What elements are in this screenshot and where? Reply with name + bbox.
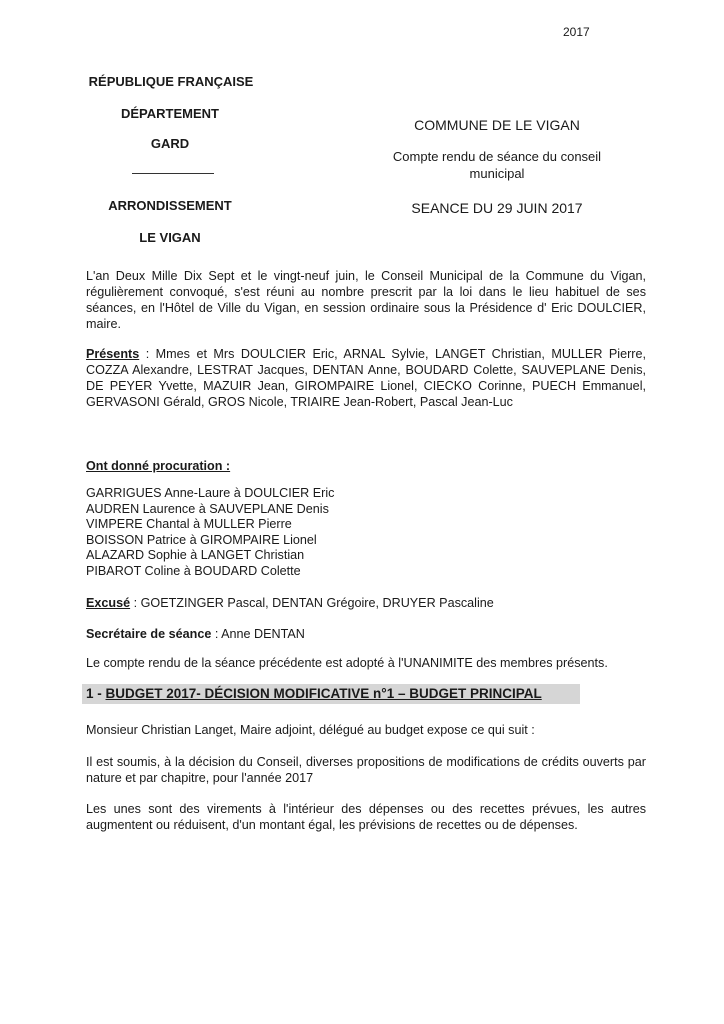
procuration-title: Ont donné procuration : bbox=[86, 459, 231, 473]
virements-paragraph: Les unes sont des virements à l'intérieur des dépenses ou des recettes prévues, les autres augmentent ou réduisent, d'un montant égal, les prévisions de recettes ou de dépenses. bbox=[86, 802, 646, 832]
procuration-item: VIMPERE Chantal à MULLER Pierre bbox=[86, 517, 292, 531]
procuration-item: ALAZARD Sophie à LANGET Christian bbox=[86, 548, 305, 562]
secretaire-name: : Anne DENTAN bbox=[211, 627, 305, 641]
secretaire-label: Secrétaire de séance bbox=[86, 627, 212, 641]
monsieur-paragraph: Monsieur Christian Langet, Maire adjoint, délégué au budget expose ce qui suit : bbox=[86, 723, 535, 737]
compte-rendu-adopte: Le compte rendu de la séance précédente est adopté à l'UNANIMITE des membres présents. bbox=[86, 656, 608, 670]
compte-rendu-subtitle: Compte rendu de séance du conseil municipal bbox=[392, 149, 602, 181]
procuration-list bbox=[86, 486, 334, 579]
arrondissement-label: ARRONDISSEMENT bbox=[108, 198, 232, 213]
procuration-item: PIBAROT Coline à BOUDARD Colette bbox=[86, 563, 301, 578]
commune-title: COMMUNE DE LE VIGAN bbox=[414, 117, 580, 133]
section-1-title: BUDGET 2017- DÉCISION MODIFICATIVE n°1 – BUDGET PRINCIPAL bbox=[105, 686, 542, 701]
excuse-list: : GOETZINGER Pascal, DENTAN Grégoire, DRUYER Pascaline bbox=[130, 596, 494, 610]
presents-label: Présents bbox=[86, 347, 140, 361]
procuration-item: AUDREN Laurence à SAUVEPLANE Denis bbox=[86, 501, 329, 516]
soumis-paragraph: Il est soumis, à la décision du Conseil, diverses propositions de modifications de crédits ouverts par nature et par chapitre, pour l'année 2017 bbox=[86, 755, 646, 785]
procuration-item: BOISSON Patrice à GIROMPAIRE Lionel bbox=[86, 532, 317, 547]
section-1-number: 1 - bbox=[86, 686, 106, 701]
gard-label: GARD bbox=[150, 136, 190, 151]
presents-list: : Mmes et Mrs DOULCIER Eric, ARNAL Sylvie, LANGET Christian, MULLER Pierre, COZZA Alexandre, LESTRAT Jacques, DENTAN Anne, BOUDARD Colette, SAUVEPLANE Denis, DE PEYER Yvette, MAZUIR Jean, GIROMPAIRE Lionel, CIECKO Corinne, PUECH Emmanuel, GERVASONI Gérald, GROS Nicole, TRIAIRE Jean-Robert, Pascal Jean-Luc bbox=[86, 347, 646, 409]
secretaire-paragraph bbox=[86, 626, 646, 642]
intro-paragraph: L'an Deux Mille Dix Sept et le vingt-neuf juin, le Conseil Municipal de la Commune du Vigan, régulièrement convoqué, s'est réuni au nombre prescrit par la loi dans le lieu habituel de ses séances, en l'Hôtel de Ville du Vigan, en session ordinaire sous la Présidence d' Eric DOULCIER, maire. bbox=[86, 269, 646, 331]
departement-label: DÉPARTEMENT bbox=[121, 106, 219, 121]
republique-francaise: RÉPUBLIQUE FRANÇAISE bbox=[88, 74, 254, 89]
excuse-paragraph bbox=[86, 595, 646, 611]
le-vigan-label: LE VIGAN bbox=[139, 230, 201, 245]
excuse-label: Excusé bbox=[86, 596, 131, 610]
section-1-heading bbox=[82, 684, 580, 704]
document-year: 2017 bbox=[563, 25, 590, 39]
presents-paragraph bbox=[86, 346, 646, 410]
header-divider bbox=[132, 173, 214, 174]
seance-date: SEANCE DU 29 JUIN 2017 bbox=[411, 200, 583, 216]
procuration-item: GARRIGUES Anne-Laure à DOULCIER Eric bbox=[86, 486, 335, 500]
